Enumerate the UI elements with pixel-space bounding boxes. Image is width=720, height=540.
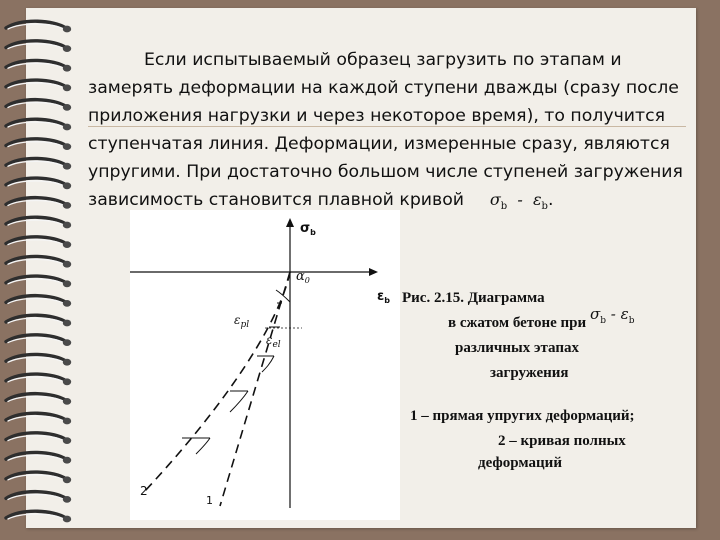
spiral-ring xyxy=(6,100,71,111)
spiral-ring xyxy=(6,296,71,307)
spiral-rings xyxy=(0,8,80,528)
legend-note-2b: деформаций xyxy=(478,455,562,471)
y-axis-label: $\sigma_b$ xyxy=(300,221,316,237)
spiral-ring xyxy=(6,394,71,405)
spiral-ring xyxy=(6,60,71,71)
y-axis-arrow xyxy=(286,218,294,227)
spiral-ring xyxy=(6,178,71,189)
paragraph-text: Если испытываемый образец загрузить по этапам и замерять деформации на каждой ступени дважды (сразу после приложения нагрузки и через некоторое время), то получится ступенчатая линия. Деформации, измеренные сразу, являются упругими. При достаточно большом числе ступеней загружения зависимость становится плавной кривой xyxy=(88,50,683,210)
spiral-ring xyxy=(6,452,71,463)
caption-formula: $\sigma_b - \varepsilon_b$ xyxy=(590,305,635,326)
x-axis-label: $\varepsilon_b$ xyxy=(377,289,390,305)
spiral-ring xyxy=(6,41,71,52)
spiral-ring xyxy=(6,217,71,228)
line-1-elastic xyxy=(220,272,290,506)
spiral-ring xyxy=(6,21,71,32)
figure-caption-line-4: загружения xyxy=(490,365,569,381)
divider-line xyxy=(88,126,686,127)
figure-caption-line-2: в сжатом бетоне при xyxy=(448,315,587,331)
eps-pl-label: $\varepsilon_{pl}$ xyxy=(234,313,250,330)
spiral-ring xyxy=(6,276,71,287)
spiral-ring xyxy=(6,158,71,169)
inline-formula: $\sigma_b - \varepsilon_b$ xyxy=(489,190,548,213)
curve-1-label: 1 xyxy=(206,494,213,507)
spiral-ring xyxy=(6,139,71,150)
spiral-ring xyxy=(6,256,71,267)
spiral-ring xyxy=(6,511,71,522)
legend-note-1: 1 – прямая упругих деформаций; xyxy=(410,408,635,424)
spiral-ring xyxy=(6,492,71,503)
stress-strain-diagram xyxy=(130,210,400,520)
spiral-ring xyxy=(6,413,71,424)
spiral-ring xyxy=(6,119,71,130)
spiral-ring xyxy=(6,433,71,444)
alpha-arc xyxy=(276,290,290,302)
spiral-ring xyxy=(6,237,71,248)
legend-note-2a: 2 – кривая полных xyxy=(498,433,626,449)
main-paragraph: Если испытываемый образец загрузить по этапам и замерять деформации на каждой ступени дважды (сразу после приложения нагрузки и через некоторое время), то получится ступенчатая линия. Деформации, измеренные сразу, являются упругими. При достаточно большом числе ступеней загружения зависимость становится плавной кривой $\sigma_b - \varepsilon_b$. xyxy=(88,50,683,213)
spiral-ring xyxy=(6,315,71,326)
curve-2-total xyxy=(144,272,290,492)
spiral-ring xyxy=(6,374,71,385)
spiral-ring xyxy=(6,198,71,209)
alpha-label: $\alpha_0$ xyxy=(296,269,310,285)
spiral-ring xyxy=(6,354,71,365)
x-axis-arrow xyxy=(369,268,378,276)
spiral-ring xyxy=(6,335,71,346)
eps-el-label: $\varepsilon_{el}$ xyxy=(266,333,281,350)
spiral-ring xyxy=(6,80,71,91)
spiral-ring xyxy=(6,472,71,483)
curve-2-label: 2 xyxy=(140,484,148,498)
figure-caption-line-3: различных этапах xyxy=(455,340,579,356)
figure-caption-title: Рис. 2.15. Диаграмма xyxy=(402,290,545,306)
